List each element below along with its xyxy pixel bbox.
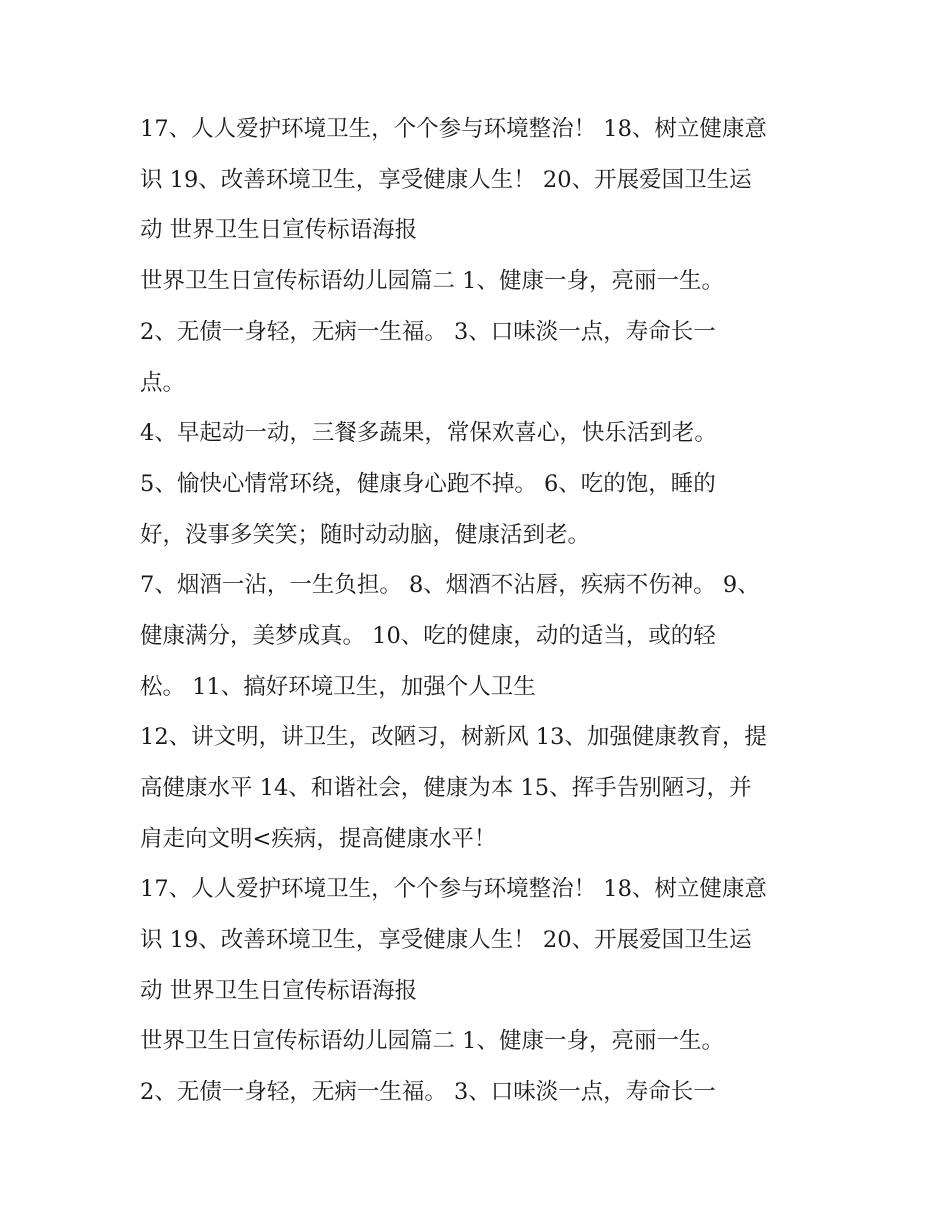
text-line: 好，没事多笑笑；随时动动脑，健康活到老。 — [140, 522, 591, 548]
text-line: 动 世界卫生日宣传标语海报 — [140, 217, 418, 243]
text-line: 点。 — [140, 370, 186, 396]
text-line: 17、人人爱护环境卫生，个个参与环境整治！ 18、树立健康意 — [140, 116, 767, 142]
text-line: 5、愉快心情常环绕，健康身心跑不掉。 6、吃的饱，睡的 — [140, 471, 716, 497]
text-line: 高健康水平 14、和谐社会，健康为本 15、挥手告别陋习，并 — [140, 775, 752, 801]
text-line: 2、无债一身轻，无病一生福。 3、口味淡一点，寿命长一 — [140, 1079, 716, 1105]
text-line: 4、早起动一动，三餐多蔬果，常保欢喜心，快乐活到老。 — [140, 420, 717, 446]
text-line: 12、讲文明，讲卫生，改陋习，树新风 13、加强健康教育，提 — [140, 724, 767, 750]
text-line: 2、无债一身轻，无病一生福。 3、口味淡一点，寿命长一 — [140, 319, 716, 345]
text-line: 7、烟酒一沾，一生负担。 8、烟酒不沾唇，疾病不伤神。 9、 — [140, 572, 760, 598]
text-line: 松。 11、搞好环境卫生，加强个人卫生 — [140, 674, 536, 700]
text-line: 识 19、改善环境卫生，享受健康人生！ 20、开展爱国卫生运 — [140, 167, 752, 193]
text-line: 识 19、改善环境卫生，享受健康人生！ 20、开展爱国卫生运 — [140, 927, 752, 953]
text-line: 动 世界卫生日宣传标语海报 — [140, 978, 418, 1004]
text-line: 世界卫生日宣传标语幼儿园篇二 1、健康一身，亮丽一生。 — [140, 268, 724, 294]
text-line: 17、人人爱护环境卫生，个个参与环境整治！ 18、树立健康意 — [140, 876, 767, 902]
text-line: 世界卫生日宣传标语幼儿园篇二 1、健康一身，亮丽一生。 — [140, 1028, 724, 1054]
text-line: 肩走向文明<疾病，提高健康水平！ — [140, 826, 497, 852]
text-line: 健康满分，美梦成真。 10、吃的健康，动的适当，或的轻 — [140, 623, 716, 649]
